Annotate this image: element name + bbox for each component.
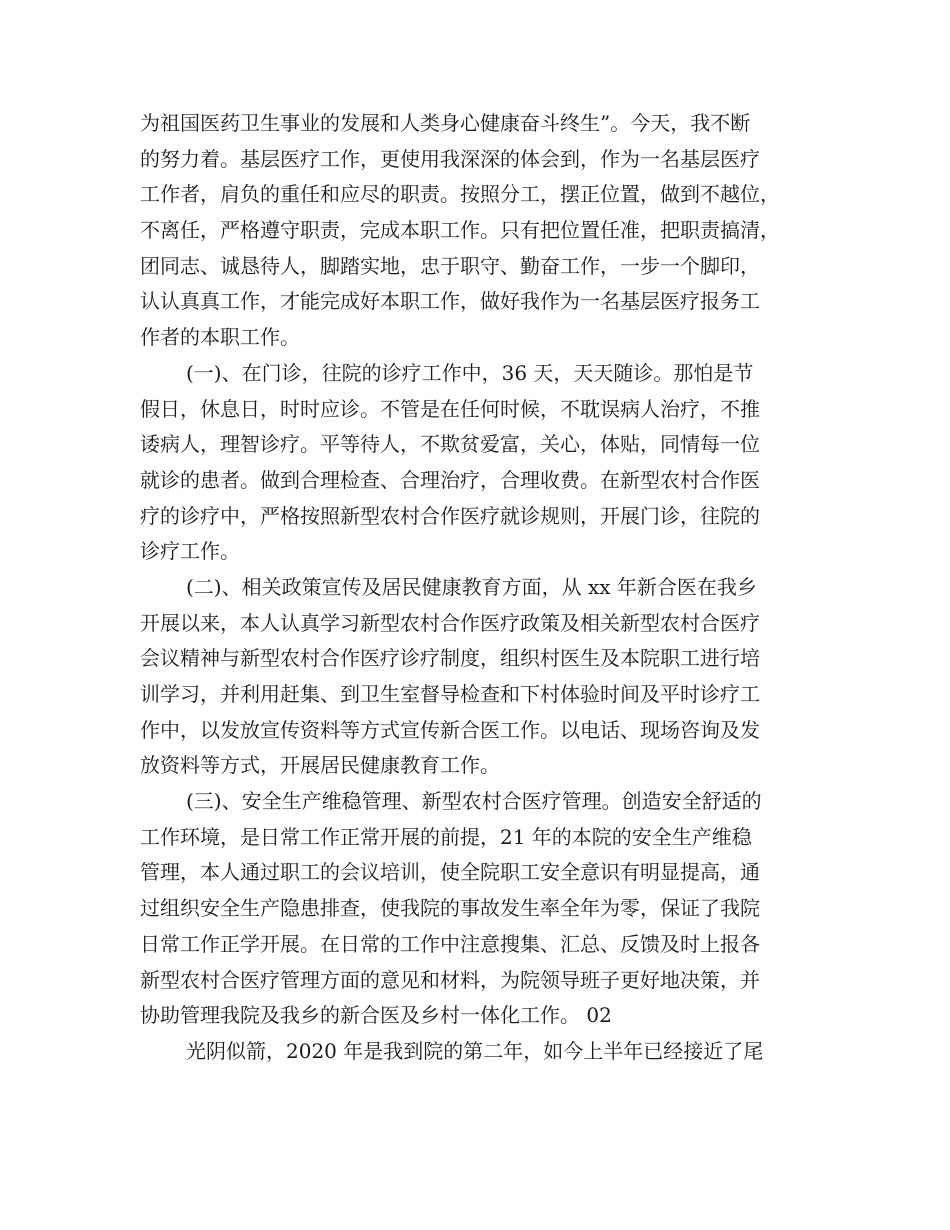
text-line: 不离任，严格遵守职责，完成本职工作。只有把位置任准，把职责搞清， (140, 218, 780, 243)
text-line: (二)、相关政策宣传及居民健康教育方面，从 xx 年新合医在我乡 (186, 574, 757, 599)
text-line: 作中，以发放宣传资料等方式宣传新合医工作。以电话、现场咨询及发 (140, 717, 760, 742)
text-line: 管理，本人通过职工的会议培训，使全院职工安全意识有明显提高，通 (140, 860, 760, 885)
text-line: 新型农村合医疗管理方面的意见和材料，为院领导班子更好地决策，并 (140, 967, 760, 992)
text-line: 日常工作正学开展。在日常的工作中注意搜集、汇总、反馈及时上报各 (140, 931, 760, 956)
text-line: 放资料等方式，开展居民健康教育工作。 (140, 753, 500, 778)
text-line: 开展以来，本人认真学习新型农村合作医疗政策及相关新型农村合医疗 (140, 610, 760, 635)
text-line: (一)、在门诊，往院的诊疗工作中，36 天，天天随诊。那怕是节 (186, 360, 754, 385)
text-line: 假日，休息日，时时应诊。不管是在任何时候，不耽误病人治疗，不推 (140, 396, 760, 421)
text-line: 就诊的患者。做到合理检查、合理治疗，合理收费。在新型农村合作医 (140, 467, 760, 492)
text-line: 作者的本职工作。 (140, 325, 300, 350)
text-line: (三)、安全生产维稳管理、新型农村合医疗管理。创造安全舒适的 (186, 789, 762, 814)
text-line: 光阴似箭，2020 年是我到院的第二年，如今上半年已经接近了尾 (186, 1038, 764, 1063)
text-line: 的努力着。基层医疗工作，更使用我深深的体会到，作为一名基层医疗 (140, 146, 760, 171)
text-line: 认认真真工作，才能完成好本职工作，做好我作为一名基层医疗报务工 (140, 289, 760, 314)
text-line: 训学习，并利用赶集、到卫生室督导检查和下村体验时间及平时诊疗工 (140, 682, 760, 706)
text-line: 为祖国医药卫生事业的发展和人类身心健康奋斗终生”。今天，我不断 (140, 111, 751, 135)
text-line: 会议精神与新型农村合作医疗诊疗制度，组织村医生及本院职工进行培 (140, 646, 760, 671)
document-body (140, 106, 820, 1070)
text-line: 协助管理我院及我乡的新合医及乡村一体化工作。 02 (140, 1003, 612, 1028)
text-line: 过组织安全生产隐患排查，使我院的事故发生率全年为零，保证了我院 (140, 896, 760, 921)
text-line: 疗的诊疗中，严格按照新型农村合作医疗就诊规则，开展门诊，往院的 (140, 503, 760, 528)
text-line: 团同志、诚恳待人，脚踏实地，忠于职守、勤奋工作，一步一个脚印， (140, 253, 760, 278)
text-line: 工作环境，是日常工作正常开展的前提，21 年的本院的安全生产维稳 (140, 824, 752, 849)
text-line: 诿病人，理智诊疗。平等待人，不欺贫爱富，关心，体贴，同情每一位 (140, 432, 760, 457)
text-line: 工作者，肩负的重任和应尽的职责。按照分工，摆正位置，做到不越位， (140, 182, 780, 207)
text-line: 诊疗工作。 (140, 539, 240, 564)
